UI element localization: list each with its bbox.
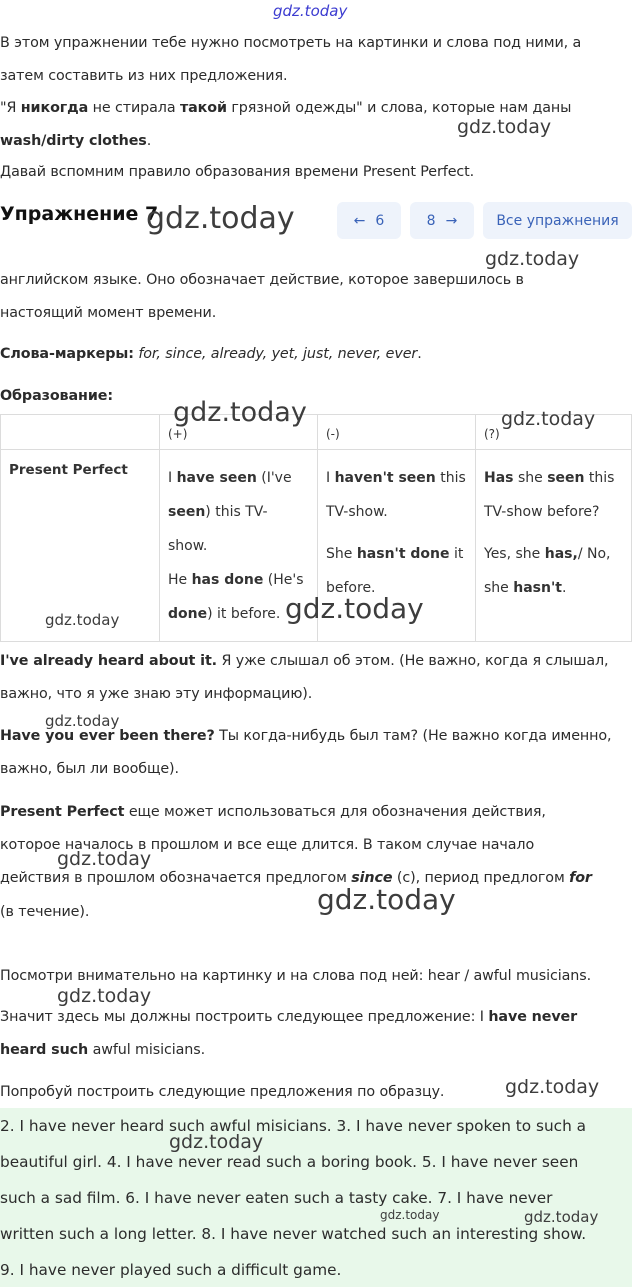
table-cell-minus: I haven't seen this TV-show. She hasn't done it before. [318,450,476,642]
all-exercises-button[interactable]: Все упражнения [483,202,632,239]
arrow-right-icon: → [445,212,458,229]
next-exercise-label: 8 [426,212,436,229]
answer-line-5: 9. I have never played such a difficult game. [0,1261,342,1279]
example-1-line-2: важно, что я уже знаю эту информацию). [0,686,313,702]
table-header-question: (?) [476,415,632,450]
task-look: Посмотри внимательно на картинку и на слова под ней: hear / awful musicians. [0,968,592,984]
formation-label: Образование: [0,388,113,404]
watermark: gdz.today [57,985,152,1007]
table-row-label: Present Perfect [1,450,160,642]
answer-line-3: such a sad film. 6. I have never eaten such a tasty cake. 7. I have never [0,1189,553,1207]
markers-line: Слова-маркеры: for, since, already, yet, just, never, ever. [0,346,422,362]
table-header-empty [1,415,160,450]
exercise-title: Упражнение 7 [0,203,159,225]
table-header-plus: (+) [160,415,318,450]
watermark: gdz.today [485,248,580,270]
watermark: gdz.today [524,1208,599,1226]
watermark: gdz.today [285,592,424,625]
intro-line-1: В этом упражнении тебе нужно посмотреть на картинки и слова под ними, а [0,35,582,51]
next-exercise-button[interactable] [410,202,474,239]
task-try: Попробуй построить следующие предложения по образцу. [0,1084,445,1100]
prev-exercise-button[interactable] [337,202,401,239]
example-2-line-1: Have you ever been there? Ты когда-нибудь был там? (Не важно когда именно, [0,728,612,744]
pp-line-2: которое началось в прошлом и все еще длится. В таком случае начало [0,837,535,853]
rule-line-1: английском языке. Оно обозначает действие, которое завершилось в [0,272,524,288]
watermark: gdz.today [505,1076,600,1098]
watermark: gdz.today [169,1131,264,1153]
example-2-line-2: важно, был ли вообще). [0,761,179,777]
rule-line-2: настоящий момент времени. [0,305,217,321]
answer-line-2: beautiful girl. 4. I have never read such a boring book. 5. I have never seen [0,1153,579,1171]
watermark: gdz.today [57,848,152,870]
intro-line-5: Давай вспомним правило образования времени Present Perfect. [0,164,475,180]
intro-line-3: "Я никогда не стирала такой грязной одежды" и слова, которые нам даны [0,100,572,116]
pp-line-4: (в течение). [0,904,90,920]
intro-line-2: затем составить из них предложения. [0,68,288,84]
watermark: gdz.today [45,611,120,629]
watermark: gdz.today [501,408,596,430]
prev-exercise-label: 6 [375,212,385,229]
pp-line-3: действия в прошлом обозначается предлогом since (с), период предлогом for [0,870,592,886]
arrow-left-icon: ← [353,212,366,229]
watermark: gdz.today [457,116,552,138]
example-1-line-1: I've already heard about it. Я уже слышал об этом. (Не важно, когда я слышал, [0,653,609,669]
watermark: gdz.today [317,883,456,916]
table-header-minus: (-) [318,415,476,450]
pp-line-1: Present Perfect еще может использоваться для обозначения действия, [0,804,546,820]
watermark: gdz.today [173,397,307,428]
task-means-line-1: Значит здесь мы должны построить следующее предложение: I have never [0,1009,578,1025]
task-means-line-2: heard such awful misicians. [0,1042,206,1058]
answer-block [0,1108,632,1287]
answer-line-4: written such a long letter. 8. I have never watched such an interesting show. [0,1225,587,1243]
table-cell-plus: I have seen (I've seen) this TV- show. He has done (He's done) it before. [160,450,318,642]
intro-line-4: wash/dirty clothes. [0,133,152,149]
table-cell-question: Has she seen this TV-show before? Yes, she has,/ No, she hasn't. [476,450,632,642]
watermark: gdz.today [146,201,295,236]
watermark-top: gdz.today [273,2,348,20]
watermark: gdz.today [380,1208,440,1222]
answer-line-1: 2. I have never heard such awful misicians. 3. I have never spoken to such a [0,1117,587,1135]
watermark: gdz.today [45,712,120,730]
